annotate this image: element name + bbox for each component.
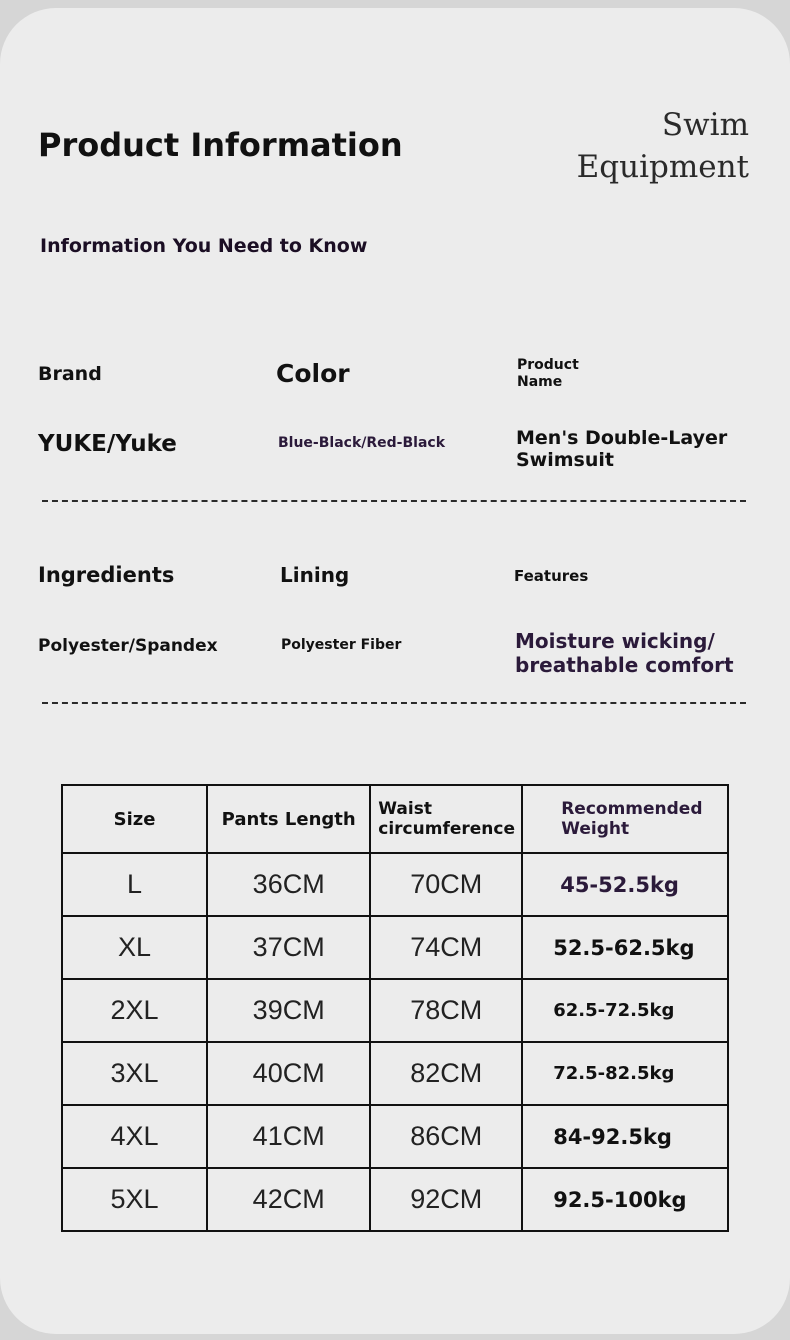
table-row: [62, 853, 728, 916]
header-weight: [522, 785, 728, 853]
length-cell: 41CM: [207, 1105, 370, 1168]
size-cell: XL: [62, 916, 207, 979]
product-name-value: [516, 427, 727, 471]
length-cell: 42CM: [207, 1168, 370, 1231]
header-waist: [370, 785, 522, 853]
ingredients-value: Polyester/Spandex: [38, 636, 218, 656]
brand-mark-line1: Swim: [661, 107, 749, 143]
length-cell: 40CM: [207, 1042, 370, 1105]
ingredients-label: Ingredients: [38, 563, 175, 587]
features-value: [515, 629, 734, 677]
size-cell: L: [62, 853, 207, 916]
weight-cell: 52.5-62.5kg: [522, 916, 728, 979]
product-name-label: [517, 357, 579, 391]
divider-1: [42, 500, 746, 502]
weight-cell: 72.5-82.5kg: [522, 1042, 728, 1105]
features-value-line2: breathable comfort: [515, 653, 734, 677]
size-table: [61, 784, 729, 1232]
size-cell: 5XL: [62, 1168, 207, 1231]
table-row: [62, 1042, 728, 1105]
size-cell: 4XL: [62, 1105, 207, 1168]
header-weight-line2: Weight: [561, 819, 630, 839]
section-subtitle: Information You Need to Know: [40, 235, 368, 257]
page-title: Product Information: [38, 126, 403, 164]
header-weight-line1: Recommended: [561, 799, 703, 819]
waist-cell: 78CM: [370, 979, 522, 1042]
header-pants-length: Pants Length: [207, 785, 370, 853]
brand-mark: [577, 104, 749, 188]
brand-mark-line2: Equipment: [576, 149, 749, 185]
brand-label: Brand: [38, 363, 102, 385]
table-row: [62, 979, 728, 1042]
header-waist-line1: Waist: [378, 799, 432, 819]
product-info-card: [0, 8, 790, 1334]
divider-2: [42, 702, 746, 704]
length-cell: 39CM: [207, 979, 370, 1042]
size-cell: 2XL: [62, 979, 207, 1042]
header-waist-line2: circumference: [378, 819, 515, 839]
brand-value: YUKE/Yuke: [38, 431, 177, 457]
waist-cell: 82CM: [370, 1042, 522, 1105]
waist-cell: 86CM: [370, 1105, 522, 1168]
product-name-label-line2: Name: [517, 374, 563, 390]
lining-value: Polyester Fiber: [281, 637, 402, 653]
features-label: Features: [514, 567, 589, 585]
color-value: Blue-Black/Red-Black: [278, 435, 446, 451]
weight-cell: 84-92.5kg: [522, 1105, 728, 1168]
size-table-header-row: [62, 785, 728, 853]
waist-cell: 92CM: [370, 1168, 522, 1231]
features-value-line1: Moisture wicking/: [515, 629, 715, 653]
waist-cell: 74CM: [370, 916, 522, 979]
size-cell: 3XL: [62, 1042, 207, 1105]
length-cell: 36CM: [207, 853, 370, 916]
table-row: [62, 916, 728, 979]
weight-cell: 45-52.5kg: [522, 853, 728, 916]
product-name-label-line1: Product: [517, 357, 579, 373]
product-name-value-line1: Men's Double-Layer: [516, 427, 728, 449]
product-name-value-line2: Swimsuit: [516, 449, 614, 471]
length-cell: 37CM: [207, 916, 370, 979]
header-size: Size: [62, 785, 207, 853]
table-row: [62, 1105, 728, 1168]
lining-label: Lining: [280, 563, 350, 587]
color-label: Color: [276, 359, 350, 388]
waist-cell: 70CM: [370, 853, 522, 916]
weight-cell: 92.5-100kg: [522, 1168, 728, 1231]
table-row: [62, 1168, 728, 1231]
weight-cell: 62.5-72.5kg: [522, 979, 728, 1042]
